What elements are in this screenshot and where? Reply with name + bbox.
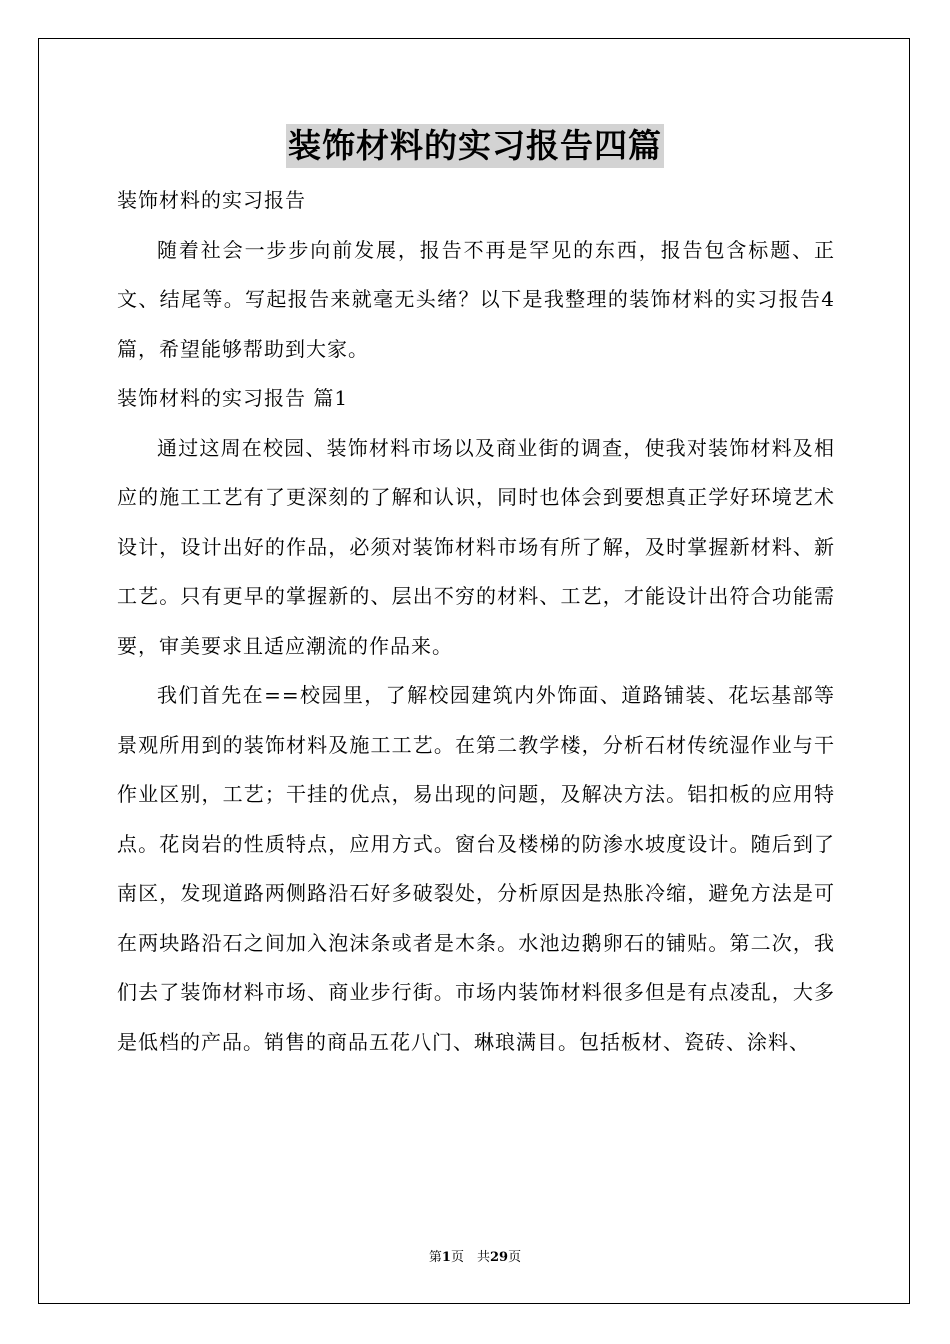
footer-prefix: 第: [428, 1250, 442, 1265]
section-heading: 装饰材料的实习报告: [117, 188, 306, 212]
document-title: 装饰材料的实习报告四篇: [286, 124, 664, 168]
footer-mid: 页 共: [450, 1250, 490, 1265]
footer-total-pages: 29: [489, 1250, 509, 1265]
document-body: [117, 176, 835, 1067]
body-paragraph-2: 我们首先在==校园里，了解校园建筑内外饰面、道路铺装、花坛基部等景观所用到的装饰材料及施工工艺。在第二教学楼，分析石材传统湿作业与干作业区别，工艺；干挂的优点，易出现的问题，及解决方法。铝扣板的应用特点。花岗岩的性质特点，应用方式。窗台及楼梯的防渗水坡度设计。随后到了南区，发现道路两侧路沿石好多破裂处，分析原因是热胀冷缩，避免方法是可在两块路沿石之间加入泡沫条或者是木条。水池边鹅卵石的铺贴。第二次，我们去了装饰材料市场、商业步行街。市场内装饰材料很多但是有点凌乱，大多是低档的产品。销售的商品五花八门、琳琅满目。包括板材、瓷砖、涂料、: [117, 683, 835, 1054]
body-paragraph-1: 通过这周在校园、装饰材料市场以及商业街的调查，使我对装饰材料及相应的施工工艺有了更深刻的了解和认识，同时也体会到要想真正学好环境艺术设计，设计出好的作品，必须对装饰材料市场有所了解，及时掌握新材料、新工艺。只有更早的掌握新的、层出不穷的材料、工艺，才能设计出符合功能需要，审美要求且适应潮流的作品来。: [117, 435, 835, 658]
footer-page-number: 1: [441, 1250, 451, 1265]
footer-suffix: 页: [508, 1250, 522, 1265]
page-footer: [0, 1246, 950, 1265]
section-heading-part1: 装饰材料的实习报告 篇1: [117, 386, 349, 410]
title-container: [0, 124, 950, 168]
intro-paragraph: 随着社会一步步向前发展，报告不再是罕见的东西，报告包含标题、正文、结尾等。写起报告来就毫无头绪？以下是我整理的装饰材料的实习报告4篇，希望能够帮助到大家。: [117, 237, 835, 361]
